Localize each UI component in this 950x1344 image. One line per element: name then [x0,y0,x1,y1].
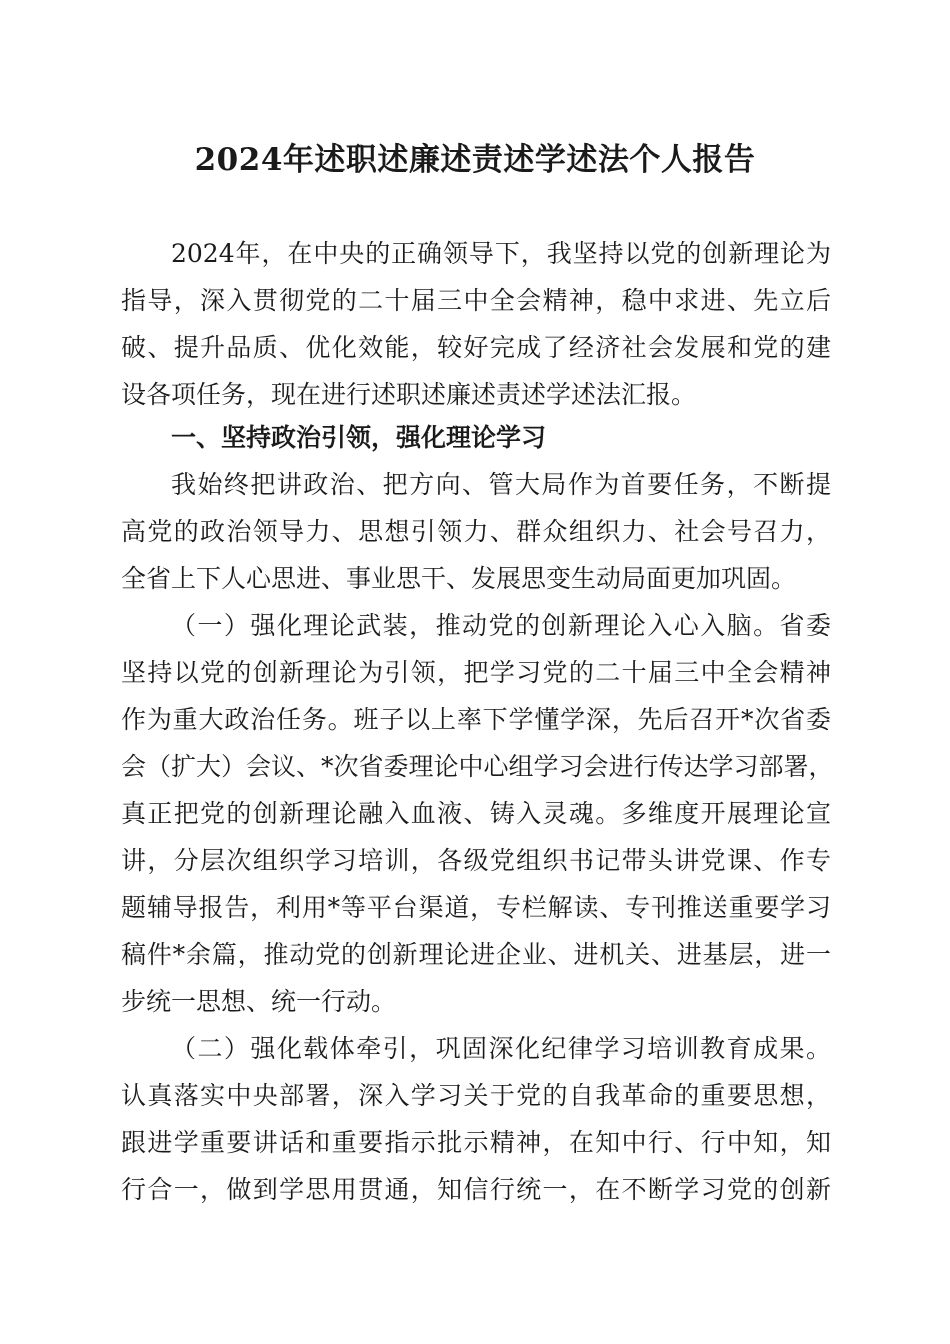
section-heading: 一、坚持政治引领，强化理论学习 [171,423,547,452]
paragraph-line: 真正把党的创新理论融入血液、铸入灵魂。多维度开展理论宣 [121,799,831,828]
paragraph-line: 破、提升品质、优化效能，较好完成了经济社会发展和党的建 [121,333,831,362]
paragraph-line: （一）强化理论武装，推动党的创新理论入心入脑。省委 [171,611,831,640]
paragraph-line: 行合一，做到学思用贯通，知信行统一，在不断学习党的创新 [121,1175,831,1204]
paragraph-line: 我始终把讲政治、把方向、管大局作为首要任务，不断提 [171,470,831,499]
paragraph-line: 讲，分层次组织学习培训，各级党组织书记带头讲党课、作专 [121,846,831,875]
paragraph-line: 2024年，在中央的正确领导下，我坚持以党的创新理论为 [171,239,831,268]
paragraph-line: 跟进学重要讲话和重要指示批示精神，在知中行、行中知，知 [121,1128,831,1157]
paragraph-line: 坚持以党的创新理论为引领，把学习党的二十届三中全会精神 [121,658,831,687]
document-title: 2024年述职述廉述责述学述法个人报告 [194,142,756,178]
paragraph-line: 步统一思想、统一行动。 [121,987,397,1016]
paragraph-line: 高党的政治领导力、思想引领力、群众组织力、社会号召力， [121,517,831,546]
paragraph-line: 作为重大政治任务。班子以上率下学懂学深，先后召开*次省委 [121,705,831,734]
paragraph-line: 认真落实中央部署，深入学习关于党的自我革命的重要思想， [121,1081,831,1110]
paragraph-line: 题辅导报告，利用*等平台渠道，专栏解读、专刊推送重要学习 [121,893,831,922]
paragraph-line: 设各项任务，现在进行述职述廉述责述学述法汇报。 [121,380,697,409]
paragraph-line: 会（扩大）会议、*次省委理论中心组学习会进行传达学习部署， [121,752,834,781]
paragraph-line: （二）强化载体牵引，巩固深化纪律学习培训教育成果。 [171,1034,831,1063]
paragraph-line: 稿件*余篇，推动党的创新理论进企业、进机关、进基层，进一 [121,940,831,969]
paragraph-line: 指导，深入贯彻党的二十届三中全会精神，稳中求进、先立后 [121,286,831,315]
paragraph-line: 全省上下人心思进、事业思干、发展思变生动局面更加巩固。 [121,564,797,593]
